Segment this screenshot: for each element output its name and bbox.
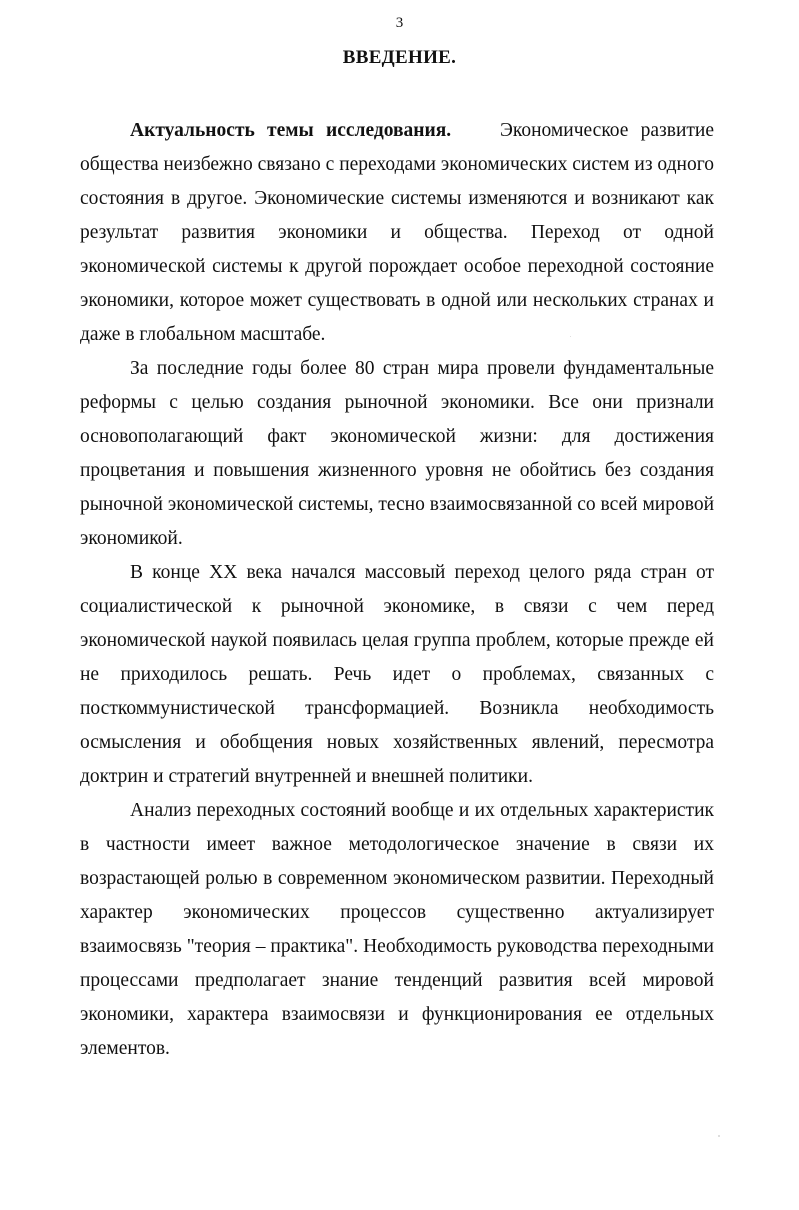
paragraph-text: Анализ переходных состояний вообще и их отдельных характеристик в частности имеет важное методологическое значение в связи их возрастающей ролью в современном экономическом развитии. Переходный характер экономических процессов существенно актуализирует взаимосвязь "теория – практика". Необходимость руководства переходными процессами предполагает знание тенденций развития всей мировой экономики, характера взаимосвязи и функционирования ее отдельных элементов. bbox=[80, 800, 714, 1059]
paragraph-text: За последние годы более 80 стран мира провели фундаментальные реформы с целью создания рыночной экономики. Все они признали основополагающий факт экономической жизни: для достижения процветания и повышения жизненного уровня не обойтись без создания рыночной экономической системы, тесно взаимосвязанной со всей мировой экономикой. bbox=[80, 358, 714, 549]
section-heading: ВВЕДЕНИЕ. bbox=[342, 47, 457, 68]
paragraph-lead: Актуальность темы исследования. bbox=[130, 120, 452, 141]
document-body bbox=[80, 114, 714, 1066]
scan-speck bbox=[718, 1135, 720, 1137]
paragraph-text: В конце XX века начался массовый переход целого ряда стран от социалистической к рыночной экономике, в связи с чем перед экономической наукой появилась целая группа проблем, которые прежде ей не приходилось решать. Речь идет о проблемах, связанных с посткоммунистической трансформацией. Возникла необходимость осмысления и обобщения новых хозяйственных явлений, пересмотра доктрин и стратегий внутренней и внешней политики. bbox=[80, 562, 714, 787]
paragraph-text: Экономическое развитие общества неизбежно связано с переходами экономических систем из одного состояния в другое. Экономические системы изменяются и возникают как результат развития экономики и общества. Переход от одной экономической системы к другой порождает особое переходной состояние экономики, которое может существовать в одной или нескольких странах и даже в глобальном масштабе. bbox=[80, 120, 715, 345]
scan-speck bbox=[570, 336, 571, 337]
paragraph-reforms bbox=[80, 352, 714, 556]
paragraph-relevance bbox=[80, 114, 714, 352]
paragraph-transition bbox=[80, 556, 714, 794]
paragraph-analysis bbox=[80, 794, 714, 1066]
page-number: 3 bbox=[395, 15, 404, 31]
